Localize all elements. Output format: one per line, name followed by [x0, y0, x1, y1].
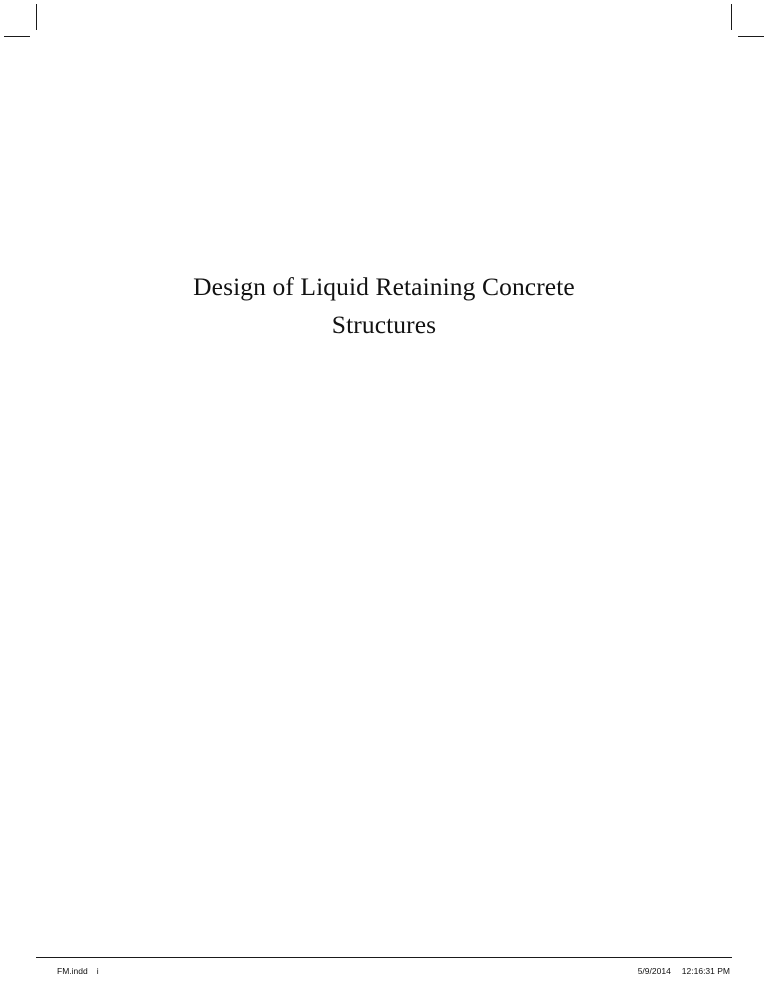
page-title: [108, 268, 660, 344]
crop-mark-top-left-horizontal: [4, 36, 30, 37]
footer-right-group: [638, 962, 732, 976]
footer-divider: [36, 957, 732, 958]
footer-left-group: [36, 962, 99, 976]
footer-time: 12:16:31 PM: [681, 966, 730, 976]
page-title-line-2: Structures: [331, 310, 437, 339]
footer-date: 5/9/2014: [637, 966, 671, 976]
crop-mark-top-left-vertical: [36, 4, 37, 30]
page-footer: [36, 962, 732, 984]
page-title-line-1: Design of Liquid Retaining Concrete: [193, 272, 575, 301]
crop-mark-top-right-horizontal: [738, 36, 764, 37]
footer-page-label: i: [96, 966, 99, 976]
crop-mark-top-right-vertical: [731, 4, 732, 30]
footer-file-name: FM.indd: [57, 966, 88, 976]
